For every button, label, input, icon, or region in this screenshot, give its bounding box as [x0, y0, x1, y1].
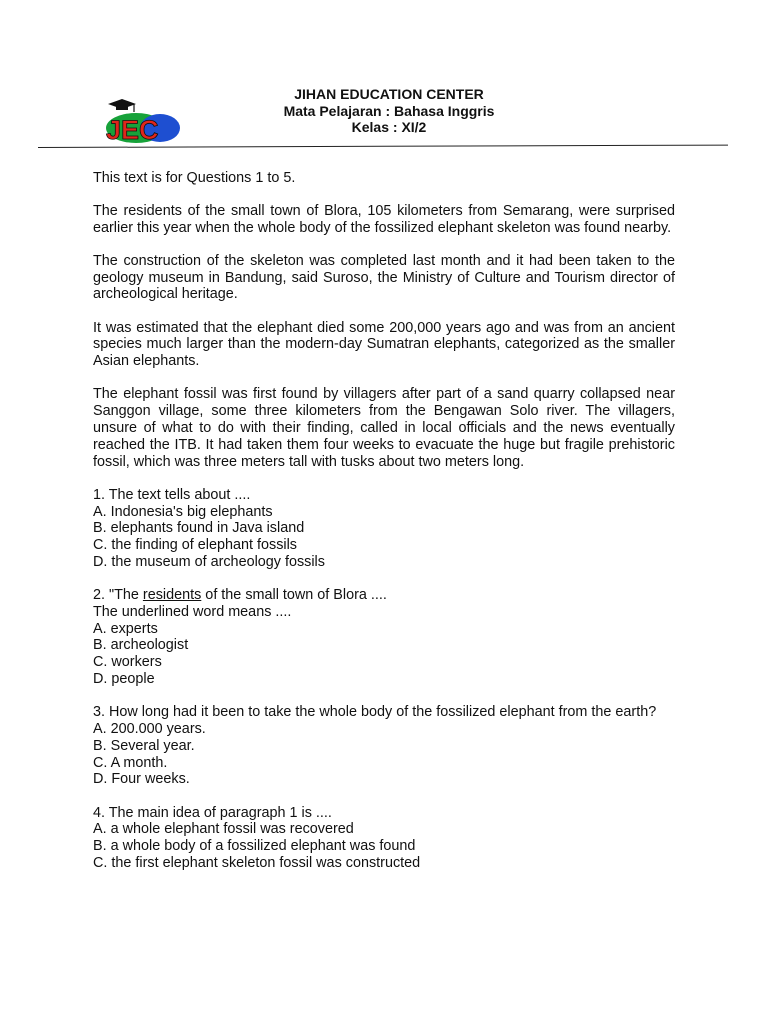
question-stem — [93, 587, 675, 604]
institution-name: JIHAN EDUCATION CENTER — [294, 86, 484, 102]
answer-option: C. workers — [93, 654, 162, 671]
answer-option: B. elephants found in Java island — [93, 520, 305, 537]
question-stem: 1. The text tells about .... — [93, 486, 251, 503]
reading-paragraph-4: The elephant fossil was first found by villagers after part of a sand quarry collapsed near Sanggon village, some three kilometers from the Bengawan Solo river. The villagers, unsure of what to do with their finding, called in local officials and the news eventually reached the ITB. It had taken them four weeks to evacuate the huge but fragile prehistoric fossil, which was three meters tall with tusks about two meters long. — [93, 386, 675, 470]
question-stem: 3. How long had it been to take the whole body of the fossilized elephant from the earth? — [93, 704, 657, 721]
answer-option: B. a whole body of a fossilized elephant was found — [93, 838, 416, 855]
logo-text: JEC — [106, 115, 159, 145]
document-body — [93, 170, 675, 888]
answer-option: D. the museum of archeology fossils — [93, 553, 325, 570]
answer-option: A. 200.000 years. — [93, 721, 206, 738]
question-1 — [93, 487, 675, 571]
answer-option: D. people — [93, 671, 155, 688]
reading-paragraph-2: The construction of the skeleton was completed last month and it had been taken to the geology museum in Bandung, said Suroso, the Ministry of Culture and Tourism director of archeological heritage. — [93, 252, 675, 303]
answer-option: B. Several year. — [93, 737, 195, 754]
answer-option: A. a whole elephant fossil was recovered — [93, 821, 354, 838]
reading-paragraph-3: It was estimated that the elephant died some 200,000 years ago and was from an ancient species much larger than the modern-day Sumatran elephants, categorized as the smaller Asian elephants. — [93, 319, 675, 370]
question-stem-line2: The underlined word means .... — [93, 603, 292, 620]
subject-line: Mata Pelajaran : Bahasa Inggris — [283, 102, 495, 119]
answer-option: C. A month. — [93, 754, 168, 771]
question-4 — [93, 805, 675, 872]
reading-paragraph-1: The residents of the small town of Blora, 105 kilometers from Semarang, were surprised earlier this year when the whole body of the fossilized elephant skeleton was found nearby. — [93, 202, 675, 236]
question-stem: 4. The main idea of paragraph 1 is .... — [93, 804, 332, 821]
answer-option: D. Four weeks. — [93, 771, 190, 788]
answer-option: A. experts — [93, 620, 158, 637]
underlined-word: residents — [142, 587, 202, 604]
question-2 — [93, 587, 675, 688]
answer-option: B. archeologist — [93, 637, 189, 654]
intro-text: This text is for Questions 1 to 5. — [93, 170, 296, 186]
answer-option: C. the first elephant skeleton fossil was constructed — [93, 855, 421, 872]
question-3 — [93, 704, 675, 788]
stem-suffix: of the small town of Blora .... — [201, 587, 387, 604]
answer-option: A. Indonesia's big elephants — [93, 503, 273, 520]
class-line: Kelas : XI/2 — [351, 119, 427, 135]
stem-prefix: 2. "The — [93, 587, 143, 604]
answer-option: C. the finding of elephant fossils — [93, 537, 297, 554]
